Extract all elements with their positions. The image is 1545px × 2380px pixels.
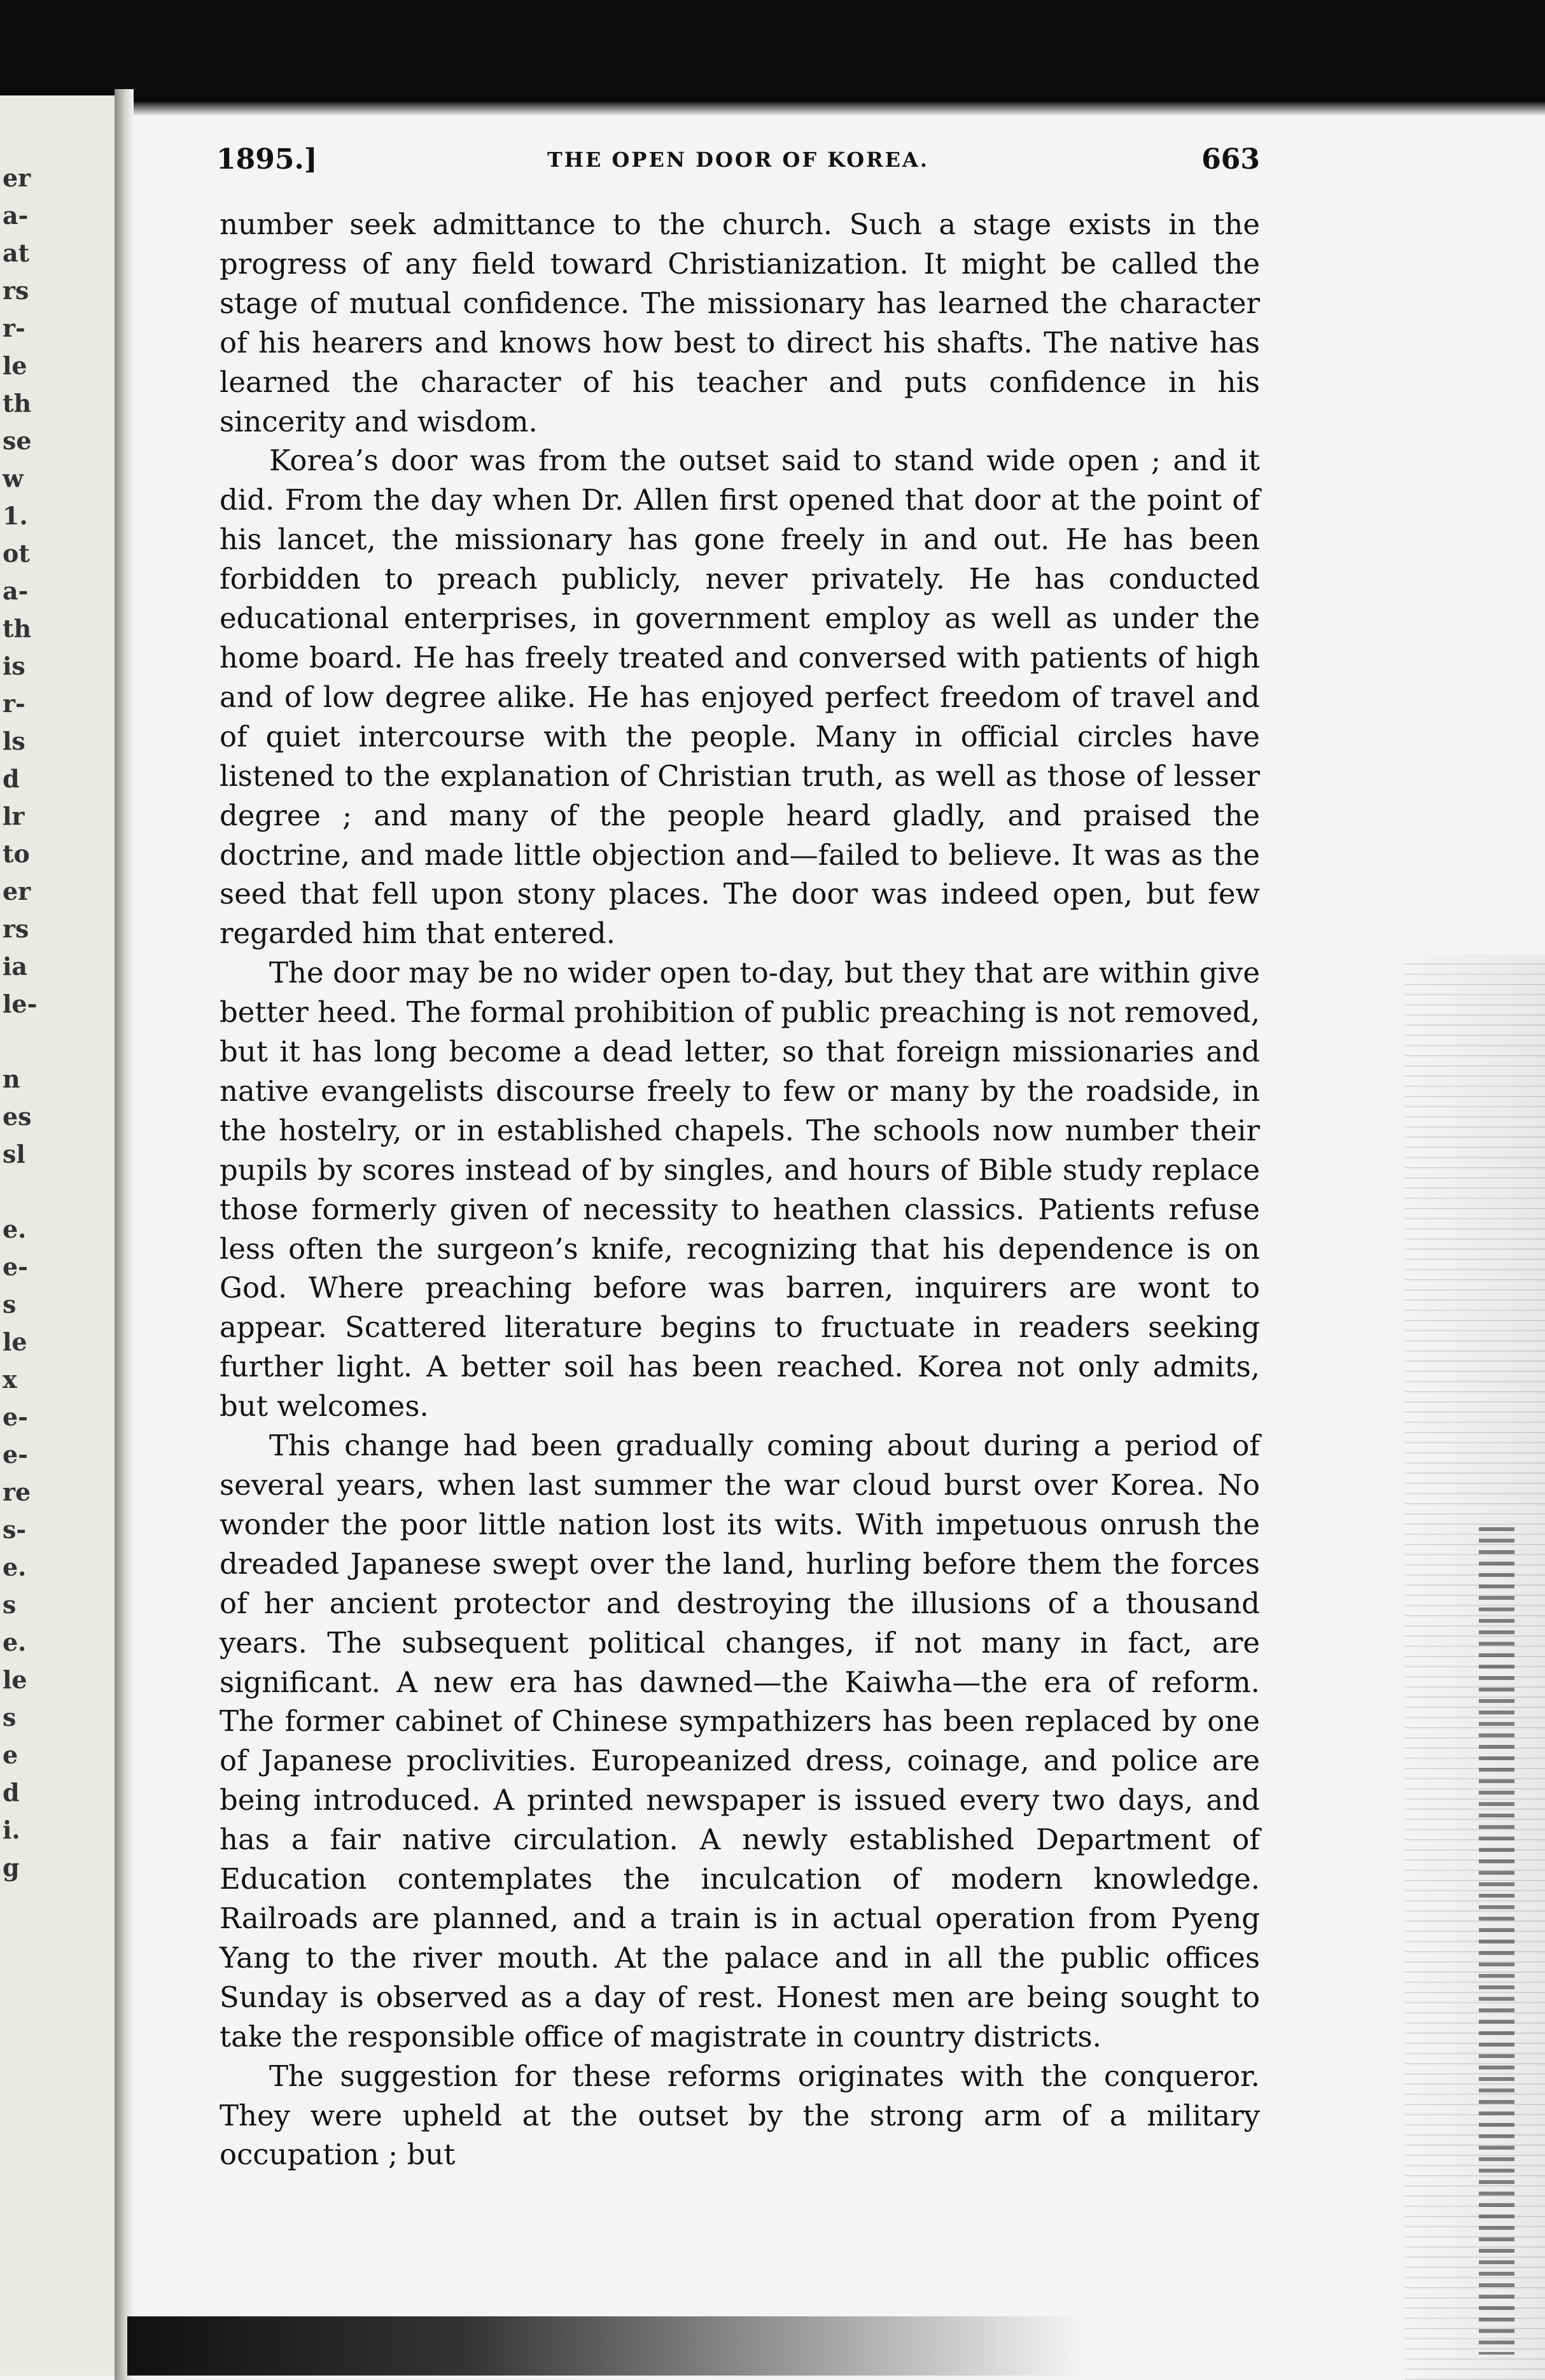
paragraph: This change had been gradually coming about during a period of several years, when last summer the war cloud burst over Korea. No wonder the poor little nation lost its wits. With impetuous onrush the dreaded Japanese swept over the land, hurling before them the forces of her ancient protector and destroying the illusions of a thousand years. The subsequent political changes, if not many in fact, are significant. A new era has dawned—the Kaiwha—the era of reform. The former cabinet of Chinese sympathizers has been replaced by one of Japanese proclivities. Europeanized dress, coinage, and police are being introduced. A printed newspaper is issued every two days, and has a fair native circulation. A newly established Department of Education contemplates the inculcation of modern knowledge. Railroads are planned, and a train is in actual operation from Pyeng Yang to the river mouth. At the palace and in all the public offices Sunday is observed as a day of rest. Honest men are being sought to take the responsible office of magistrate in country districts. (220, 1429, 1260, 2054)
margin-fragment: r- (3, 689, 25, 718)
margin-fragment: e. (3, 1553, 27, 1581)
scan-top-shadow (127, 102, 1545, 116)
running-head (216, 144, 1260, 176)
body-text (220, 205, 1260, 2174)
margin-fragment: se (3, 426, 32, 455)
paragraph: Korea’s door was from the outset said to stand wide open ; and it did. From the day when Dr. Allen first opened that door at the point of his lancet, the missionary has gone freely in and out. He has been forbidden to preach publicly, never privately. He has conducted educational enterprises, in government employ as well as under the home board. He has freely treated and conversed with patients of high and of low degree alike. He has enjoyed perfect freedom of travel and of quiet intercourse with the people. Many in official circles have listened to the explanation of Christian truth, as well as those of lesser degree ; and many of the people heard gladly, and praised the doctrine, and made little objection and—failed to believe. It was as the seed that fell upon stony places. The door was indeed open, but few regarded him that entered. (220, 444, 1260, 951)
running-head-year: 1895.] (216, 143, 318, 176)
margin-fragment (3, 1173, 98, 1210)
scan-top-border (0, 0, 1545, 107)
margin-fragment: e. (3, 1215, 27, 1243)
scan-bottom-border (127, 2316, 1082, 2376)
margin-fragment: to (3, 839, 30, 868)
margin-fragment: e- (3, 1252, 28, 1281)
margin-fragment: th (3, 389, 32, 417)
margin-fragment: lr (3, 802, 25, 830)
margin-fragment: s- (3, 1515, 27, 1544)
margin-fragment: a- (3, 201, 29, 230)
running-head-title: THE OPEN DOOR OF KOREA. (547, 148, 930, 172)
margin-fragment: le (3, 1665, 27, 1694)
margin-fragment: rs (3, 276, 29, 305)
margin-fragment: x (3, 1365, 17, 1394)
scan-right-edge-noise (1405, 955, 1545, 2380)
margin-fragment: re (3, 1478, 31, 1506)
margin-fragment: is (3, 652, 25, 680)
margin-fragment: at (3, 239, 30, 267)
margin-fragment: ls (3, 727, 25, 755)
binding-gutter-shadow (115, 89, 134, 2380)
margin-fragment: s (3, 1590, 17, 1619)
margin-fragment: 1. (3, 501, 28, 530)
margin-fragment (3, 1023, 98, 1060)
margin-fragment: d (3, 1778, 20, 1807)
margin-fragment: rs (3, 914, 29, 943)
margin-fragment: le (3, 1327, 27, 1356)
margin-fragment: th (3, 614, 32, 643)
margin-fragment: sl (3, 1140, 25, 1168)
margin-fragment: le- (3, 990, 38, 1018)
paragraph: The door may be no wider open to-day, but they that are within give better heed. The formal prohibition of public preaching is not removed, but it has long become a dead letter, so that foreign missionaries and native evangelists discourse freely to few or many by the roadside, in the hostelry, or in established chapels. The schools now number their pupils by scores instead of by singles, and hours of Bible study replace those formerly given of necessity to heathen classics. Patients refuse less often the surgeon’s knife, recognizing that his dependence is on God. Where preaching before was barren, inquirers are wont to appear. Scattered literature begins to fructuate in readers seeking further light. A better soil has been reached. Korea not only admits, but welcomes. (220, 956, 1260, 1424)
margin-fragment: g (3, 1853, 20, 1882)
margin-fragment: n (3, 1065, 20, 1093)
margin-fragment: e. (3, 1628, 27, 1656)
margin-fragment: s (3, 1703, 17, 1732)
margin-fragment: e- (3, 1440, 28, 1469)
margin-fragment: e- (3, 1403, 28, 1431)
scan-right-bleed-marks (1479, 1527, 1514, 2355)
margin-fragment: ia (3, 952, 28, 981)
margin-fragment: ot (3, 539, 30, 568)
paragraph-continues: The suggestion for these reforms originates with the conqueror. They were upheld at the outset by the strong arm of a military occupation ; but (220, 2059, 1260, 2172)
margin-fragment: a- (3, 577, 29, 605)
margin-fragment: d (3, 764, 20, 793)
margin-fragment: i. (3, 1816, 20, 1844)
margin-fragment: er (3, 877, 31, 906)
margin-fragment: e (3, 1740, 18, 1769)
margin-fragment: s (3, 1290, 17, 1319)
margin-fragment: le (3, 351, 27, 380)
paragraph-continued: number seek admittance to the church. Such a stage exists in the progress of any field toward Christianization. It might be called the stage of mutual confidence. The missionary has learned the character of his hearers and knows how best to direct his shafts. The native has learned the character of his teacher and puts confidence in his sincerity and wisdom. (220, 207, 1260, 438)
margin-fragment: es (3, 1102, 32, 1131)
facing-page-fragments (3, 159, 98, 1886)
margin-fragment: r- (3, 314, 25, 342)
margin-fragment: er (3, 164, 31, 192)
page-number: 663 (1201, 143, 1260, 176)
margin-fragment: w (3, 464, 24, 493)
